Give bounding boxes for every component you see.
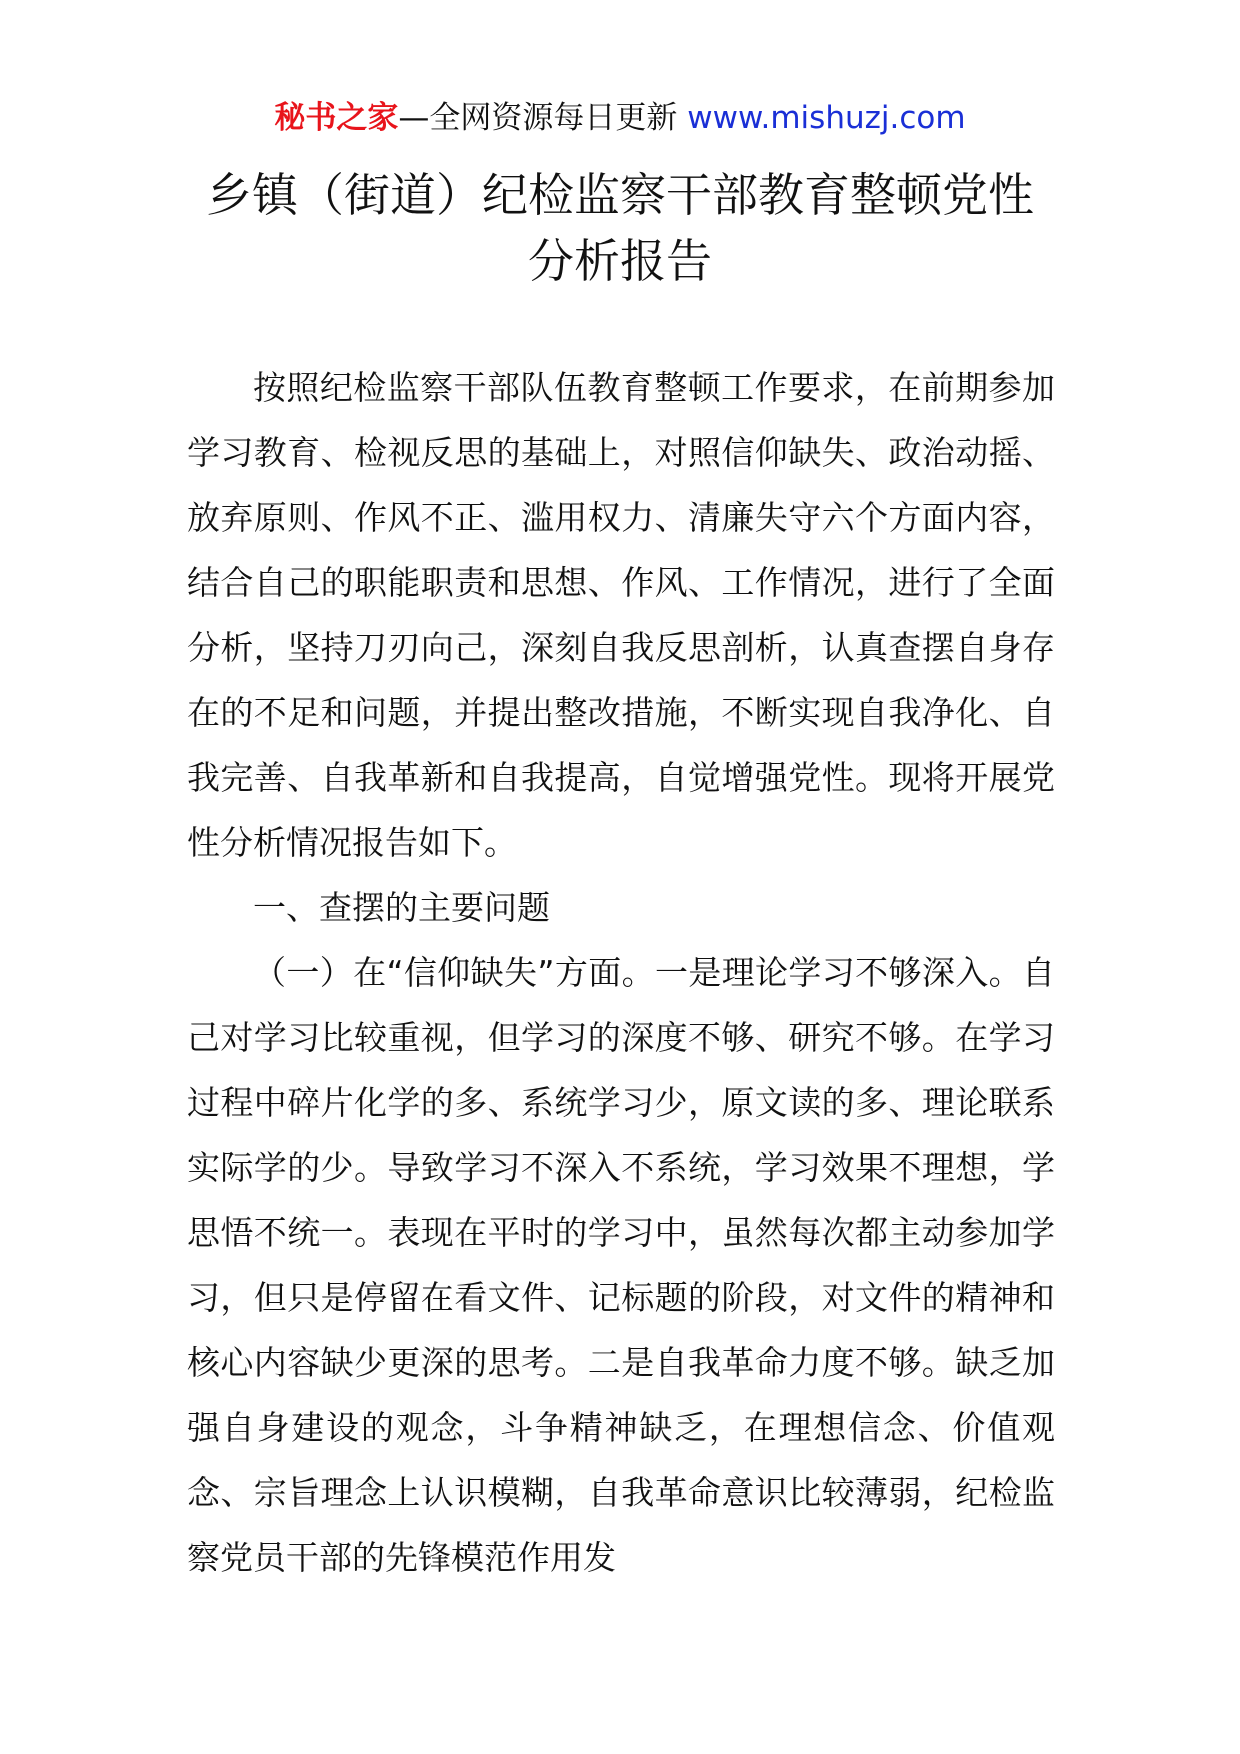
header-tagline: —全网资源每日更新 [398,100,688,136]
title-line-1: 乡镇（街道）纪检监察干部教育整顿党性 [206,168,1034,222]
site-header [0,98,1240,138]
section-paragraph: （一）在“信仰缺失”方面。一是理论学习不够深入。自己对学习比较重视，但学习的深度不够、研究不够。在学习过程中碎片化学的多、系统学习少，原文读的多、理论联系实际学的少。导致学习不深入不系统，学习效果不理想，学思悟不统一。表现在平时的学习中，虽然每次都主动参加学习，但只是停留在看文件、记标题的阶段，对文件的精神和核心内容缺少更深的思考。二是自我革命力度不够。缺乏加强自身建设的观念，斗争精神缺乏，在理想信念、价值观念、宗旨理念上认识模糊，自我革命意识比较薄弱，纪检监察党员干部的先锋模范作用发 [187,953,1055,1577]
intro-paragraph: 按照纪检监察干部队伍教育整顿工作要求，在前期参加学习教育、检视反思的基础上，对照信仰缺失、政治动摇、放弃原则、作风不正、滥用权力、清廉失守六个方面内容，结合自己的职能职责和思想、作风、工作情况，进行了全面分析，坚持刀刃向己，深刻自我反思剖析，认真查摆自身存在的不足和问题，并提出整改措施，不断实现自我净化、自我完善、自我革新和自我提高，自觉增强党性。现将开展党性分析情况报告如下。 [187,368,1055,862]
site-link[interactable]: www.mishuzj.com [687,100,966,136]
brand-name: 秘书之家 [274,100,399,136]
title-line-2: 分析报告 [528,234,712,288]
section-heading: 一、查摆的主要问题 [253,888,550,927]
document-body [187,355,1055,1590]
document-title [0,162,1240,294]
